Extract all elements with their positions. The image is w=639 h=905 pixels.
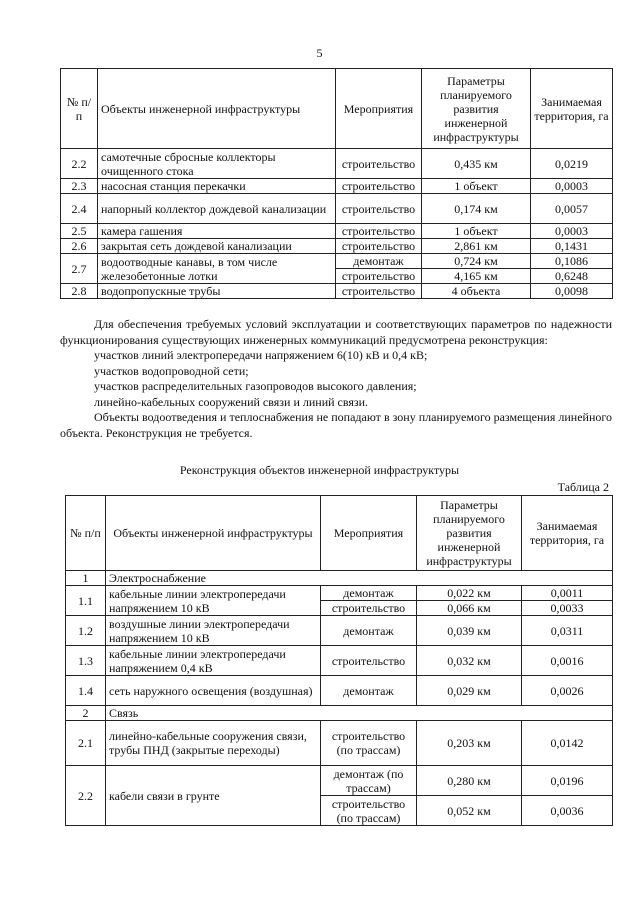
cell-action: строительство [336,179,422,194]
cell-object: сеть наружного освещения (воздушная) [106,676,321,706]
header-num: № п/п [61,69,98,149]
cell-param: 4,165 км [422,269,531,284]
cell-object: насосная станция перекачки [98,179,336,194]
cell-param: 0,203 км [417,721,522,766]
cell-action: строительство [336,194,422,224]
section-row [66,571,613,586]
cell-action: демонтаж [321,676,417,706]
cell-num: 1.3 [66,646,106,676]
paragraph: Объекты водоотведения и теплоснабжения не попадают в зону планируемого размещения линейного объекта. Реконструкция не требуется. [60,410,612,440]
cell-num: 2.3 [61,179,98,194]
cell-area: 0,0003 [531,179,613,194]
cell-action: строительство (по трассам) [321,796,417,826]
table-row [61,239,613,254]
cell-action: строительство [336,224,422,239]
cell-area: 0,0219 [531,149,613,179]
table-row [61,179,613,194]
cell-object: напорный коллектор дождевой канализации [98,194,336,224]
table-row [66,646,613,676]
cell-object: водопропускные трубы [98,284,336,299]
cell-area: 0,0057 [531,194,613,224]
cell-num: 2.2 [61,149,98,179]
cell-param: 0,280 км [417,766,522,796]
cell-object: линейно-кабельные сооружения связи, трубы ПНД (закрытые переходы) [106,721,321,766]
cell-object: водоотводные канавы, в том числе железобетонные лотки [98,254,336,284]
cell-area: 0,0033 [522,601,613,616]
section-row [66,706,613,721]
cell-object: закрытая сеть дождевой канализации [98,239,336,254]
infrastructure-table-continued [60,68,613,299]
table-row [66,586,613,601]
cell-object: кабели связи в грунте [106,766,321,826]
cell-action: строительство [321,646,417,676]
cell-param: 0,174 км [422,194,531,224]
cell-action: строительство [336,284,422,299]
cell-object: кабельные линии электропередачи напряжением 0,4 кВ [106,646,321,676]
table-row [66,676,613,706]
cell-object: воздушные линии электропередачи напряжением 10 кВ [106,616,321,646]
cell-param: 0,032 км [417,646,522,676]
list-item: участков водопроводной сети; [94,363,249,378]
header-action: Мероприятия [321,496,417,571]
list-item: участков линий электропередачи напряжением 6(10) кВ и 0,4 кВ; [94,348,428,362]
cell-action: демонтаж [321,616,417,646]
cell-action: строительство [336,149,422,179]
cell-action: строительство [336,239,422,254]
list-item: линейно-кабельных сооружений связи и линий связи. [94,394,369,409]
table-row [66,766,613,796]
cell-object: кабельные линии электропередачи напряжением 10 кВ [106,586,321,616]
header-area: Занимаемая территория, га [531,69,613,149]
cell-action: строительство [321,601,417,616]
section-title: Электроснабжение [106,571,613,586]
header-object: Объекты инженерной инфраструктуры [98,69,336,149]
cell-object: камера гашения [98,224,336,239]
table2-label: Таблица 2 [557,480,609,494]
cell-param: 0,066 км [417,601,522,616]
cell-object: самотечные сбросные коллекторы очищенного стока [98,149,336,179]
table-row [66,721,613,766]
cell-area: 0,1086 [531,254,613,269]
cell-num: 1 [66,571,106,586]
body-text [60,317,612,441]
cell-num: 2.8 [61,284,98,299]
cell-area: 0,0026 [522,676,613,706]
cell-action: демонтаж [321,586,417,601]
cell-num: 2.6 [61,239,98,254]
cell-num: 2.4 [61,194,98,224]
header-object: Объекты инженерной инфраструктуры [106,496,321,571]
cell-area: 0,0196 [522,766,613,796]
list-item: участков распределительных газопроводов высокого давления; [94,379,417,393]
table-row [61,149,613,179]
header-params: Параметры планируемого развития инженерной инфраструктуры [422,69,531,149]
cell-param: 4 объекта [422,284,531,299]
table-row [61,194,613,224]
cell-action: демонтаж [336,254,422,269]
table-row [61,284,613,299]
cell-param: 0,029 км [417,676,522,706]
cell-param: 0,724 км [422,254,531,269]
cell-num: 2.7 [61,254,98,284]
cell-action: строительство [336,269,422,284]
paragraph: Для обеспечения требуемых условий эксплуатации и соответствующих параметров по надежности функционирования существующих инженерных коммуникаций предусмотрена реконструкция: [60,317,612,347]
section-title: Связь [106,706,613,721]
table-row [61,224,613,239]
cell-param: 0,022 км [417,586,522,601]
cell-param: 0,039 км [417,616,522,646]
cell-param: 1 объект [422,179,531,194]
cell-num: 2.5 [61,224,98,239]
cell-num: 1.2 [66,616,106,646]
cell-action: строительство (по трассам) [321,721,417,766]
table-row [61,254,613,269]
cell-num: 1.4 [66,676,106,706]
table2-title: Реконструкция объектов инженерной инфраструктуры [179,463,460,477]
header-num: № п/п [66,496,106,571]
cell-param: 1 объект [422,224,531,239]
cell-num: 2 [66,706,106,721]
cell-area: 0,0036 [522,796,613,826]
page-number: 5 [316,46,323,60]
cell-area: 0,0003 [531,224,613,239]
table-row [66,616,613,646]
cell-num: 1.1 [66,586,106,616]
cell-area: 0,6248 [531,269,613,284]
cell-area: 0,0142 [522,721,613,766]
header-area: Занимаемая территория, га [522,496,613,571]
cell-area: 0,1431 [531,239,613,254]
cell-param: 0,052 км [417,796,522,826]
cell-num: 2.1 [66,721,106,766]
header-action: Мероприятия [336,69,422,149]
cell-param: 0,435 км [422,149,531,179]
reconstruction-table [65,495,613,826]
cell-area: 0,0011 [522,586,613,601]
cell-area: 0,0311 [522,616,613,646]
cell-param: 2,861 км [422,239,531,254]
cell-area: 0,0098 [531,284,613,299]
header-params: Параметры планируемого развития инженерной инфраструктуры [417,496,522,571]
cell-num: 2.2 [66,766,106,826]
cell-area: 0,0016 [522,646,613,676]
cell-action: демонтаж (по трассам) [321,766,417,796]
